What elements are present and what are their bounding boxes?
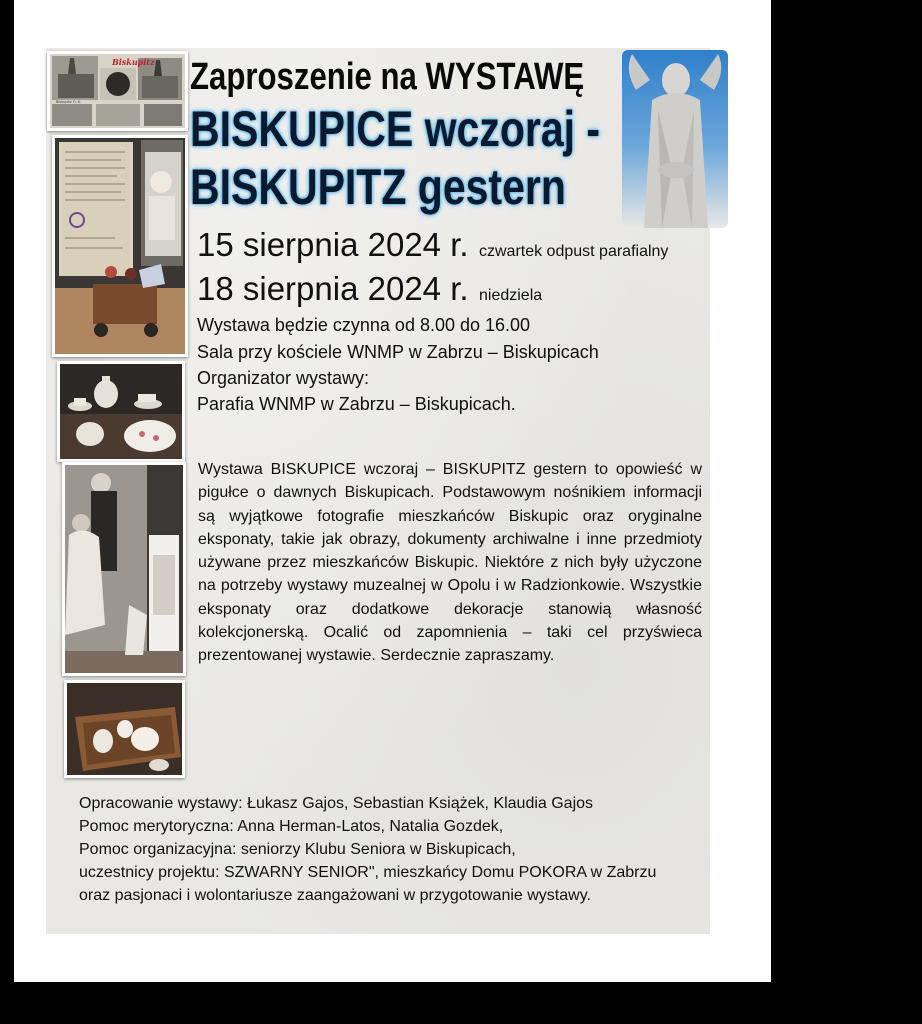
organizer: Parafia WNMP w Zabrzu – Biskupicach. [197, 394, 516, 414]
credits-line: oraz pasjonaci i wolontariusze zaangażowani w przygotowanie wystawy. [79, 887, 591, 904]
date-2-note: niedziela [478, 287, 543, 304]
date-1-note: czwartek odpust parafialny [478, 243, 669, 260]
date-2: 18 sierpnia 2024 r. [197, 270, 469, 307]
exhibition-description: Wystawa BISKUPICE wczoraj – BISKUPITZ gestern to opowieść w pigułce o dawnych Biskupicach. Podstawowym nośnikiem informacji są wyjątkowe fotografie mieszkańców Biskupic oraz oryginalne eksponaty, takie jak obrazy, dokumenty archiwalne i inne przedmioty używane przez mieszkańców Biskupic. Niektóre z nich były użyczone na potrzeby wystawy muzealnej w Opolu i w Radzionkowie. Wszystkie eksponaty oraz dodatkowe dekoracje stanowią własność kolekcjonerską. Ocalić od zapomnienia – taki cel przyświeca prezentowanej wystawie. Serdecznie zapraszamy. [198, 461, 702, 665]
postcard-photo [47, 51, 188, 131]
angel-statue-photo [622, 50, 728, 228]
credits [79, 792, 656, 907]
credits-line: Pomoc organizacyjna: seniorzy Klubu Seniora w Biskupicach, [79, 841, 516, 858]
wedding-photo [62, 462, 186, 676]
date-row-1 [197, 226, 668, 264]
opening-hours: Wystawa będzie czynna od 8.00 do 16.00 [197, 315, 531, 335]
date-1: 15 sierpnia 2024 r. [197, 226, 469, 263]
exhibition-title-line2: BISKUPITZ gestern [190, 159, 566, 215]
exhibition-title-line1: BISKUPICE wczoraj - [190, 101, 601, 157]
date-row-2 [197, 270, 542, 308]
credits-line: uczestnicy projektu: SZWARNY SENIOR", mieszkańcy Domu POKORA w Zabrzu [79, 864, 657, 881]
archive-document-photo [52, 135, 188, 357]
venue: Sala przy kościele WNMP w Zabrzu – Biskupicach [197, 342, 599, 362]
postcard-title: Biskupitz [112, 57, 155, 67]
tea-set-photo [57, 361, 185, 462]
postcard-caption: Biskupitz O.-S. [56, 100, 82, 104]
invitation-heading: Zaproszenie na WYSTAWĘ [190, 56, 585, 98]
organizer-label: Organizator wystawy: [197, 368, 370, 388]
box-with-cups-photo [64, 680, 185, 778]
credits-line: Pomoc merytoryczna: Anna Herman-Latos, Natalia Gozdek, [79, 818, 504, 835]
credits-line: Opracowanie wystawy: Łukasz Gajos, Sebastian Książek, Klaudia Gajos [79, 795, 594, 812]
